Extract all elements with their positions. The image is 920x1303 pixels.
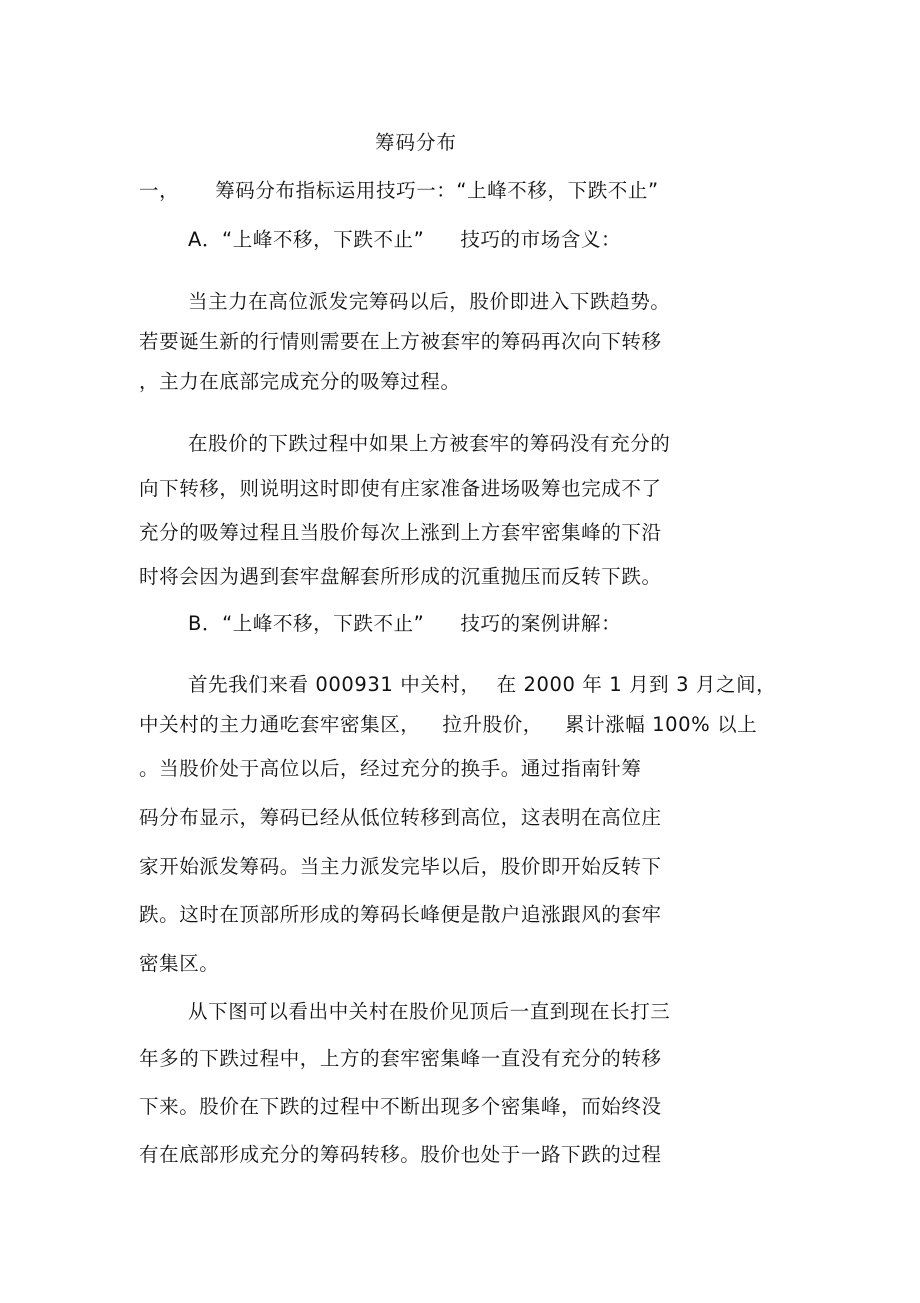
paragraph-line: 码分布显示，筹码已经从低位转移到高位，这表明在高位庄 <box>139 806 662 829</box>
part-a-heading <box>188 228 621 252</box>
paragraph-line: 。当股价处于高位以后，经过充分的换手。通过指南针筹 <box>139 757 642 780</box>
paragraph-line: 跌。这时在顶部所形成的筹码长峰便是散户追涨跟风的套牢 <box>139 903 662 926</box>
paragraph-line: 年多的下跌过程中，上方的套牢密集峰一直没有充分的转移 <box>139 1047 662 1070</box>
paragraph-line: 时将会因为遇到套牢盘解套所形成的沉重抛压而反转下跌。 <box>139 565 662 588</box>
text-segment: 拉升股价， <box>442 713 543 736</box>
paragraph-line: 充分的吸筹过程且当股价每次上涨到上方套牢密集峰的下沿 <box>139 521 662 544</box>
part-b-suffix: 技巧的案例讲解： <box>460 612 622 635</box>
paragraph-line: ，主力在底部完成充分的吸筹过程。 <box>139 370 461 393</box>
text-segment: 首先我们来看 000931 中关村， <box>188 673 481 696</box>
paragraph-line: 若要诞生新的行情则需要在上方被套牢的筹码再次向下转移 <box>139 330 662 353</box>
paragraph-line: 向下转移，则说明这时即使有庄家准备进场吸筹也完成不了 <box>139 477 662 500</box>
part-a-suffix: 技巧的市场含义： <box>460 228 622 251</box>
paragraph-line <box>188 673 776 697</box>
section-1-heading <box>139 179 659 203</box>
part-a-label: A．“上峰不移，下跌不止” <box>188 228 425 251</box>
paragraph-line: 在股价的下跌过程中如果上方被套牢的筹码没有充分的 <box>188 432 671 455</box>
paragraph-line <box>139 713 757 737</box>
paragraph-line: 从下图可以看出中关村在股价见顶后一直到现在长打三 <box>188 1000 671 1023</box>
text-segment: 在 2000 年 1 月到 3 月之间， <box>496 673 777 696</box>
section-heading-text: 筹码分布指标运用技巧一：“上峰不移，下跌不止” <box>215 179 659 202</box>
paragraph-line: 家开始派发筹码。当主力派发完毕以后，股价即开始反转下 <box>139 855 662 878</box>
paragraph-line: 密集区。 <box>139 952 220 975</box>
paragraph-line: 有在底部形成充分的筹码转移。股价也处于一路下跌的过程 <box>139 1143 662 1166</box>
text-segment: 中关村的主力通吃套牢密集区， <box>139 713 421 736</box>
text-segment: 累计涨幅 100% 以上 <box>564 713 758 736</box>
part-b-label: B．“上峰不移，下跌不止” <box>188 612 425 635</box>
part-b-heading <box>188 612 621 636</box>
section-number: 一， <box>139 179 180 202</box>
paragraph-line: 当主力在高位派发完筹码以后，股价即进入下跌趋势。 <box>188 290 671 313</box>
document-title: 筹码分布 <box>375 131 458 154</box>
paragraph-line: 下来。股价在下跌的过程中不断出现多个密集峰，而始终没 <box>139 1095 662 1118</box>
